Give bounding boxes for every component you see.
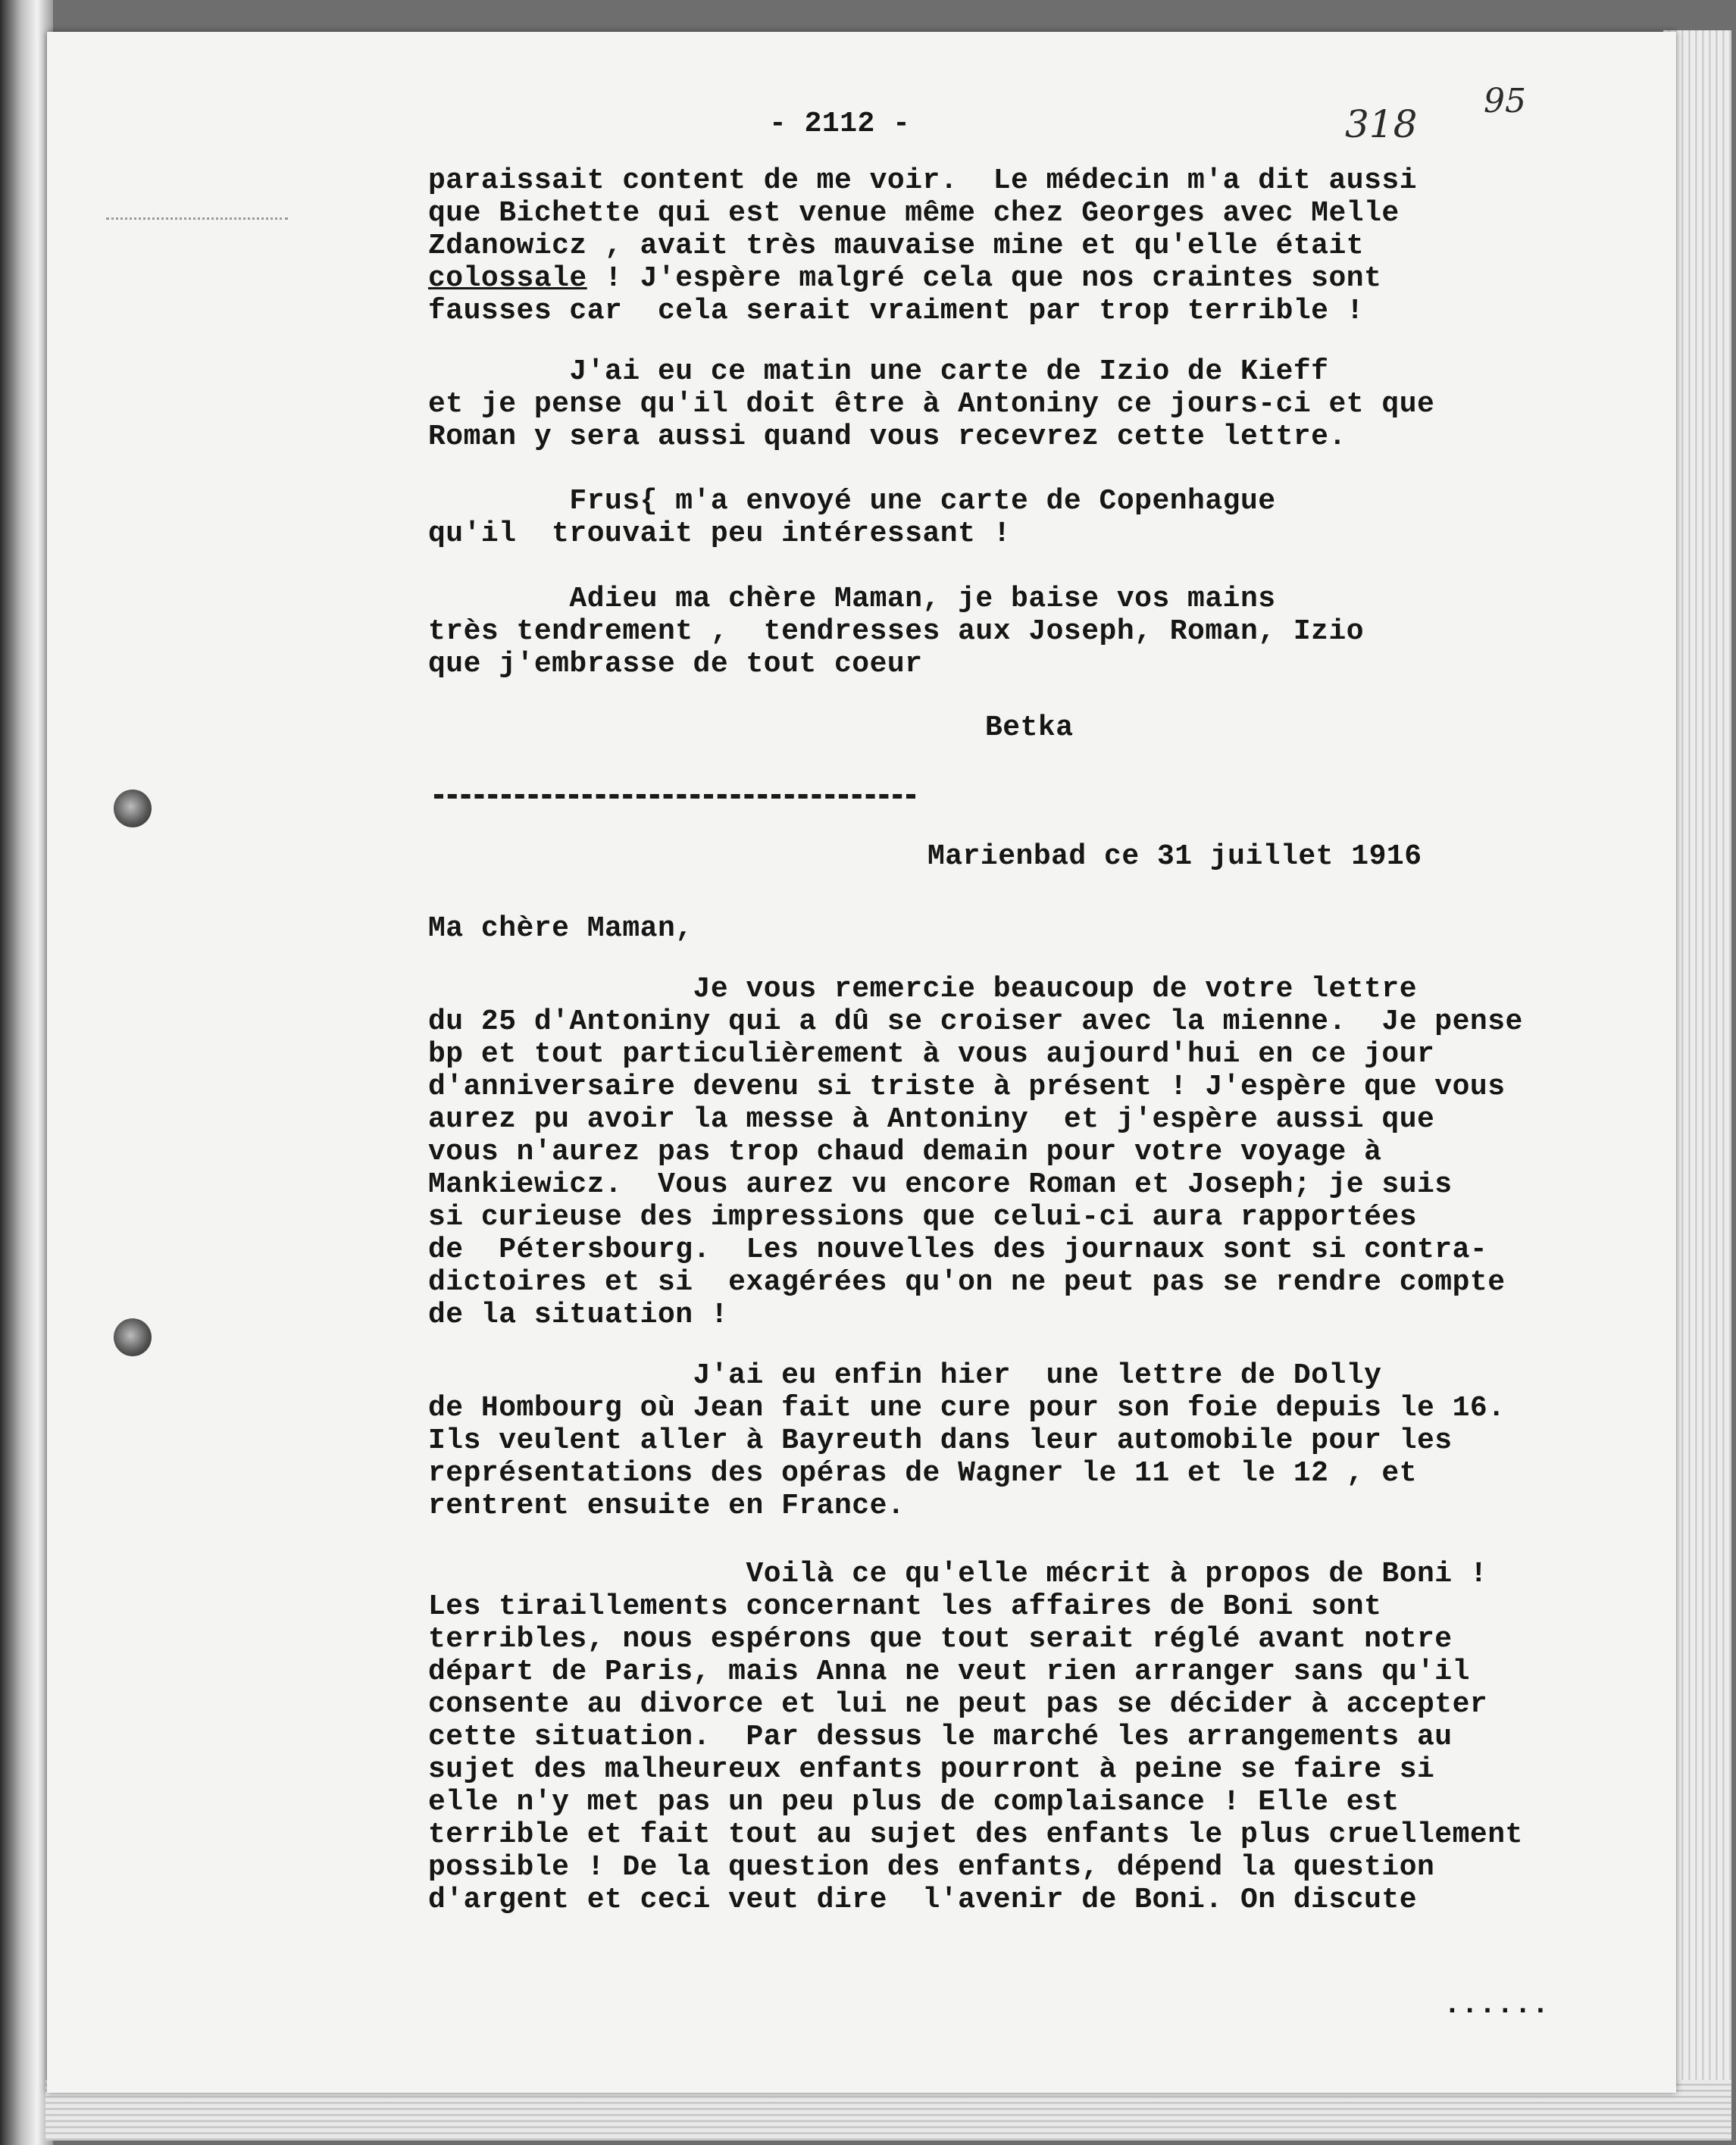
underlined-word: colossale bbox=[428, 262, 587, 295]
text-line: si curieuse des impressions que celui-ci aura rapportées bbox=[428, 1201, 1418, 1234]
text-line: J'ai eu enfin hier une lettre de Dolly bbox=[428, 1359, 1382, 1392]
text-line: départ de Paris, mais Anna ne veut rien arranger sans qu'il bbox=[428, 1656, 1470, 1688]
punch-hole-icon bbox=[114, 1318, 152, 1356]
text-line: Ils veulent aller à Bayreuth dans leur automobile pour les bbox=[428, 1424, 1453, 1457]
text-line: d'anniversaire devenu si triste à présent ! J'espère que vous bbox=[428, 1071, 1506, 1103]
text-line: très tendrement , tendresses aux Joseph, Roman, Izio bbox=[428, 615, 1365, 648]
text-line: colossale ! J'espère malgré cela que nos craintes sont bbox=[428, 262, 1382, 295]
text-line: consente au divorce et lui ne peut pas se décider à accepter bbox=[428, 1688, 1488, 1721]
text-line: bp et tout particulièrement à vous aujourd'hui en ce jour bbox=[428, 1038, 1435, 1071]
text-line: représentations des opéras de Wagner le 11 et le 12 , et bbox=[428, 1457, 1418, 1490]
text-line: qu'il trouvait peu intéressant ! bbox=[428, 517, 1012, 550]
signature: Betka bbox=[985, 711, 1074, 744]
text-line: Voilà ce qu'elle mécrit à propos de Boni ! bbox=[428, 1558, 1488, 1590]
text-line: aurez pu avoir la messe à Antoniny et j'espère aussi que bbox=[428, 1103, 1435, 1136]
text-line: de Pétersbourg. Les nouvelles des journaux sont si contra- bbox=[428, 1234, 1488, 1266]
faint-rule bbox=[106, 217, 288, 220]
continuation-dots: ...... bbox=[1444, 1989, 1550, 2021]
text-line: d'argent et ceci veut dire l'avenir de Boni. On discute bbox=[428, 1884, 1418, 1916]
folio-handwritten: 318 bbox=[1345, 102, 1418, 146]
text-line: que j'embrasse de tout coeur bbox=[428, 648, 923, 680]
dateline: Marienbad ce 31 juillet 1916 bbox=[927, 840, 1422, 873]
text-line: sujet des malheureux enfants pourront à peine se faire si bbox=[428, 1753, 1435, 1786]
text-line: Frus{ m'a envoyé une carte de Copenhague bbox=[428, 485, 1276, 517]
section-divider bbox=[434, 794, 915, 799]
text-line: de la situation ! bbox=[428, 1299, 729, 1331]
salutation: Ma chère Maman, bbox=[428, 912, 693, 945]
punch-hole-icon bbox=[114, 790, 152, 827]
text-line: possible ! De la question des enfants, dépend la question bbox=[428, 1851, 1435, 1884]
folio-handwritten-2: 95 bbox=[1484, 82, 1526, 120]
text-line: vous n'aurez pas trop chaud demain pour votre voyage à bbox=[428, 1136, 1382, 1168]
text-line: Mankiewicz. Vous aurez vu encore Roman et Joseph; je suis bbox=[428, 1168, 1453, 1201]
text-line: terribles, nous espérons que tout serait réglé avant notre bbox=[428, 1623, 1453, 1656]
text-line: cette situation. Par dessus le marché les arrangements au bbox=[428, 1721, 1453, 1753]
binder-edge bbox=[0, 0, 53, 2145]
text-line: terrible et fait tout au sujet des enfants le plus cruellement bbox=[428, 1818, 1523, 1851]
text-line: Roman y sera aussi quand vous recevrez cette lettre. bbox=[428, 421, 1347, 453]
text-line: Je vous remercie beaucoup de votre lettre bbox=[428, 973, 1418, 1005]
text-line: Les tiraillements concernant les affaires de Boni sont bbox=[428, 1590, 1382, 1623]
text-line: que Bichette qui est venue même chez Georges avec Melle bbox=[428, 197, 1400, 230]
text-line: paraissait content de me voir. Le médecin m'a dit aussi bbox=[428, 164, 1418, 197]
text-line: rentrent ensuite en France. bbox=[428, 1490, 906, 1522]
text-line: Zdanowicz , avait très mauvaise mine et qu'elle était bbox=[428, 230, 1365, 262]
text-line: J'ai eu ce matin une carte de Izio de Kieff bbox=[428, 355, 1329, 388]
page-number: - 2112 - bbox=[769, 108, 911, 140]
text-line: de Hombourg où Jean fait une cure pour son foie depuis le 16. bbox=[428, 1392, 1506, 1424]
text-line: Adieu ma chère Maman, je baise vos mains bbox=[428, 583, 1276, 615]
text-line: elle n'y met pas un peu plus de complaisance ! Elle est bbox=[428, 1786, 1400, 1818]
text-line: fausses car cela serait vraiment par trop terrible ! bbox=[428, 295, 1365, 327]
text-line: dictoires et si exagérées qu'on ne peut pas se rendre compte bbox=[428, 1266, 1506, 1299]
text-line: du 25 d'Antoniny qui a dû se croiser avec la mienne. Je pense bbox=[428, 1005, 1523, 1038]
text-line: et je pense qu'il doit être à Antoniny ce jours-ci et que bbox=[428, 388, 1435, 421]
